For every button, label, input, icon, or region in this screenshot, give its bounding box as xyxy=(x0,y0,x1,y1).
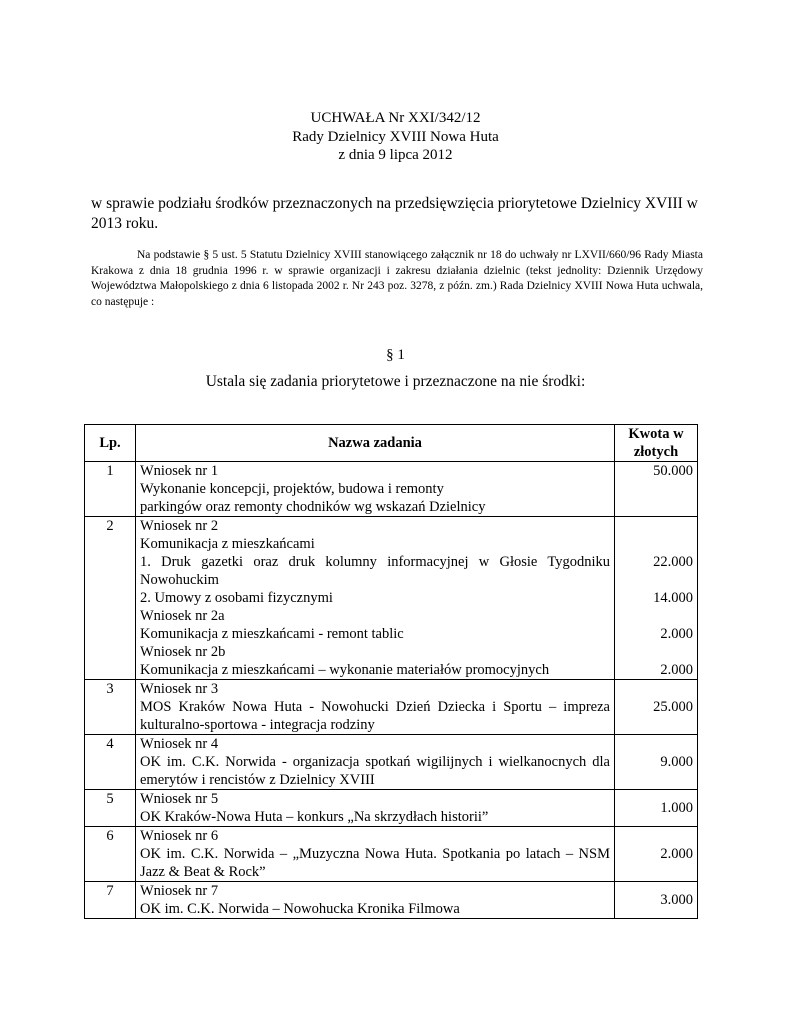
task-description: Komunikacja z mieszkańcami xyxy=(140,536,315,552)
request-label: Wniosek nr 7 xyxy=(140,883,219,899)
row-number: 5 xyxy=(85,790,136,827)
task-amount: 2.000 xyxy=(660,846,693,862)
request-label: Wniosek nr 5 xyxy=(140,791,219,807)
task-name xyxy=(136,680,615,735)
task-name xyxy=(136,462,615,517)
task-name xyxy=(136,790,615,827)
task-description: 1. Druk gazetki oraz druk kolumny informacyjnej w Głosie Tygodniku Nowohuckim xyxy=(140,554,610,588)
table-row xyxy=(85,882,698,919)
task-description: OK im. C.K. Norwida – Nowohucka Kronika Filmowa xyxy=(140,901,460,917)
resolution-issuer: Rady Dzielnicy XVIII Nowa Huta xyxy=(292,129,499,145)
request-label: Wniosek nr 6 xyxy=(140,828,219,844)
row-number: 7 xyxy=(85,882,136,919)
table-row xyxy=(85,827,698,882)
task-amount-cell xyxy=(615,517,698,680)
table-row xyxy=(85,517,698,680)
header-task-name: Nazwa zadania xyxy=(136,425,615,462)
task-amount: 2.000 xyxy=(660,662,693,678)
task-description: Wykonanie koncepcji, projektów, budowa i remonty xyxy=(140,481,444,497)
task-amount: 25.000 xyxy=(653,699,693,715)
task-amount: 22.000 xyxy=(653,554,693,570)
header-amount: Kwota w złotych xyxy=(615,425,698,462)
legal-basis: Na podstawie § 5 ust. 5 Statutu Dzielnicy XVIII stanowiącego załącznik nr 18 do uchwały nr LXVII/660/96 Rady Miasta Krakowa z dnia 18 grudnia 1996 r. w sprawie organizacji i zakresu działania dzielnic (tekst jednolity: Dziennik Urzędowy Województwa Małopolskiego z dnia 6 listopada 2002 r. Nr 243 poz. 3278, z późn. zm.) Rada Dzielnicy XVIII Nowa Huta uchwala, co następuje : xyxy=(91,249,703,308)
row-number: 4 xyxy=(85,735,136,790)
task-name xyxy=(136,517,615,680)
task-name xyxy=(136,735,615,790)
task-description: parkingów oraz remonty chodników wg wskazań Dzielnicy xyxy=(140,499,486,515)
table-row xyxy=(85,735,698,790)
task-amount-cell xyxy=(615,882,698,919)
task-description: OK im. C.K. Norwida - organizacja spotkań wigilijnych i wielkanocnych dla emerytów i rencistów z Dzielnicy XVIII xyxy=(140,754,610,788)
task-amount: 14.000 xyxy=(653,590,693,606)
task-description: Komunikacja z mieszkańcami – wykonanie materiałów promocyjnych xyxy=(140,662,550,678)
row-number: 2 xyxy=(85,517,136,680)
tasks-table xyxy=(84,424,698,919)
task-description: MOS Kraków Nowa Huta - Nowohucki Dzień Dziecka i Sportu – impreza kulturalno-sportowa - integracja rodziny xyxy=(140,699,610,733)
table-row xyxy=(85,462,698,517)
task-amount: 9.000 xyxy=(660,754,693,770)
resolution-date: z dnia 9 lipca 2012 xyxy=(338,147,453,163)
task-amount: 1.000 xyxy=(660,800,693,816)
request-label: Wniosek nr 4 xyxy=(140,736,219,752)
request-label: Wniosek nr 2 xyxy=(140,518,219,534)
request-label: Wniosek nr 3 xyxy=(140,681,219,697)
task-description: OK Kraków-Nowa Huta – konkurs „Na skrzydłach historii” xyxy=(140,809,489,825)
row-number: 6 xyxy=(85,827,136,882)
task-name xyxy=(136,827,615,882)
table-row xyxy=(85,680,698,735)
task-description: 2. Umowy z osobami fizycznymi xyxy=(140,590,333,606)
resolution-subject: w sprawie podziału środków przeznaczonych na przedsięwzięcia priorytetowe Dzielnicy XVIII w 2013 roku. xyxy=(91,195,698,232)
task-amount: 50.000 xyxy=(653,463,693,479)
paragraph-intro: Ustala się zadania priorytetowe i przeznaczone na nie środki: xyxy=(205,373,586,390)
task-amount-cell xyxy=(615,827,698,882)
resolution-title: UCHWAŁA Nr XXI/342/12 xyxy=(310,110,481,126)
task-amount: 3.000 xyxy=(660,892,693,908)
row-number: 1 xyxy=(85,462,136,517)
header-lp: Lp. xyxy=(85,425,136,462)
task-amount-cell xyxy=(615,735,698,790)
request-label: Wniosek nr 1 xyxy=(140,463,219,479)
row-number: 3 xyxy=(85,680,136,735)
request-label: Wniosek nr 2a xyxy=(140,608,225,624)
table-row xyxy=(85,790,698,827)
task-amount-cell xyxy=(615,462,698,517)
task-amount: 2.000 xyxy=(660,626,693,642)
task-name xyxy=(136,882,615,919)
task-description: Komunikacja z mieszkańcami - remont tablic xyxy=(140,626,404,642)
table-header-row xyxy=(85,425,698,462)
task-description: OK im. C.K. Norwida – „Muzyczna Nowa Huta. Spotkania po latach – NSM Jazz & Beat & Rock” xyxy=(140,846,610,880)
request-label: Wniosek nr 2b xyxy=(140,644,226,660)
task-amount-cell xyxy=(615,680,698,735)
paragraph-number: § 1 xyxy=(386,347,405,363)
task-amount-cell xyxy=(615,790,698,827)
